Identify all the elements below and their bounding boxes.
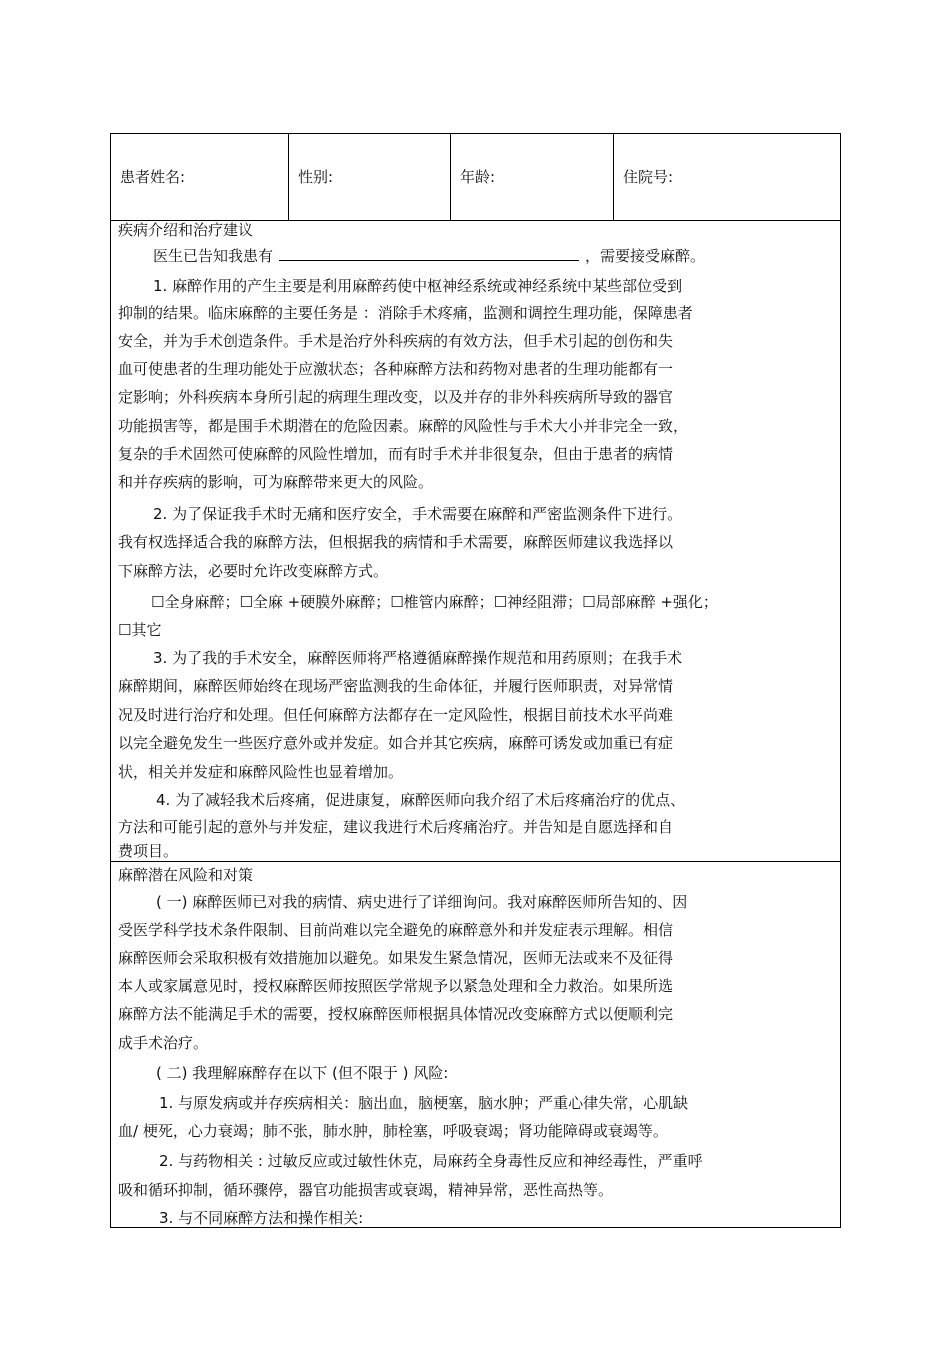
diagnosis-sentence <box>153 244 705 267</box>
consent-form <box>110 133 841 1228</box>
paragraph-line: 麻醉方法不能满足手术的需要，授权麻醉医师根据具体情况改变麻醉方式以便顺利完 <box>118 1005 674 1023</box>
age-label: 年龄: <box>451 134 614 220</box>
inpatient-number-label: 住院号: <box>623 168 674 186</box>
paragraph-line: 状，相关并发症和麻醉风险性也显着增加。 <box>118 763 404 781</box>
diagnosis-suffix: ，需要接受麻醉。 <box>585 247 706 265</box>
paragraph-line: 安全，并为手术创造条件。手术是治疗外科疾病的有效方法，但手术引起的创伤和失 <box>118 332 674 350</box>
patient-info-header <box>111 134 840 221</box>
risk-line: 血/ 梗死，心力衰竭；肺不张，肺水肿，肺栓塞，呼吸衰竭；肾功能障碍或衰竭等。 <box>118 1122 668 1140</box>
risk-line: 1. 与原发病或并存疾病相关：脑出血，脑梗塞，脑水肿；严重心律失常，心肌缺 <box>159 1094 689 1112</box>
diagnosis-prefix: 医生已告知我患有 <box>153 247 274 265</box>
paragraph-line: 受医学科学技术条件限制、目前尚难以完全避免的麻醉意外和并发症表示理解。相信 <box>118 921 674 939</box>
paragraph-line: 4. 为了减轻我术后疼痛，促进康复，麻醉医师向我介绍了术后疼痛治疗的优点、 <box>156 791 686 809</box>
anesthesia-option-other[interactable]: ☐其它 <box>118 621 162 639</box>
paragraph-line: 定影响；外科疾病本身所引起的病理生理改变，以及并存的非外科疾病所导致的器官 <box>118 388 674 406</box>
diagnosis-blank <box>279 244 579 261</box>
paragraph-line: 成手术治疗。 <box>118 1034 209 1052</box>
section2-title: 麻醉潜在风险和对策 <box>118 866 254 884</box>
paragraph-line: 费项目。 <box>118 842 179 860</box>
paragraph-line: 我有权选择适合我的麻醉方法，但根据我的病情和手术需要，麻醉医师建议我选择以 <box>118 533 674 551</box>
paragraph-line: ( 一) 麻醉医师已对我的病情、病史进行了详细询问。我对麻醉医师所告知的、因 <box>156 893 688 911</box>
paragraph-line: 麻醉期间，麻醉医师始终在现场严密监测我的生命体征，并履行医师职责，对异常情 <box>118 677 674 695</box>
paragraph-line: 以完全避免发生一些医疗意外或并发症。如合并其它疾病，麻醉可诱发或加重已有症 <box>118 734 674 752</box>
paragraph-line: 下麻醉方法，必要时允许改变麻醉方式。 <box>118 562 389 580</box>
paragraph-line: 功能损害等，都是围手术期潜在的危险因素。麻醉的风险性与手术大小并非完全一致， <box>118 417 689 435</box>
paragraph-line: 血可使患者的生理功能处于应激状态；各种麻醉方法和药物对患者的生理功能都有一 <box>118 360 674 378</box>
section1-title: 疾病介绍和治疗建议 <box>118 221 254 239</box>
paragraph-line: 麻醉医师会采取积极有效措施加以避免。如果发生紧急情况，医师无法或来不及征得 <box>118 949 674 967</box>
patient-name-label: 患者姓名: <box>111 134 289 220</box>
risk-heading: 3. 与不同麻醉方法和操作相关: <box>159 1209 364 1227</box>
paragraph-line: 复杂的手术固然可使麻醉的风险性增加，而有时手术并非很复杂，但由于患者的病情 <box>118 445 674 463</box>
paragraph-line: 2. 为了保证我手术时无痛和医疗安全，手术需要在麻醉和严密监测条件下进行。 <box>153 505 683 523</box>
risk-heading: ( 二) 我理解麻醉存在以下 (但不限于 ) 风险: <box>156 1064 449 1082</box>
risk-line: 吸和循环抑制，循环骤停，器官功能损害或衰竭，精神异常，恶性高热等。 <box>118 1181 614 1199</box>
paragraph-line: 抑制的结果。临床麻醉的主要任务是 ：消除手术疼痛，监测和调控生理功能，保障患者 <box>118 304 693 322</box>
risk-line: 2. 与药物相关 : 过敏反应或过敏性休克，局麻药全身毒性反应和神经毒性，严重呼 <box>159 1152 703 1170</box>
paragraph-line: 3. 为了我的手术安全，麻醉医师将严格遵循麻醉操作规范和用药原则；在我手术 <box>153 649 683 667</box>
gender-label: 性别: <box>289 134 451 220</box>
anesthesia-options[interactable]: ☐全身麻醉；☐全麻 +硬膜外麻醉；☐椎管内麻醉；☐神经阻滞；☐局部麻醉 +强化； <box>151 593 718 611</box>
paragraph-line: 和并存疾病的影响，可为麻醉带来更大的风险。 <box>118 473 434 491</box>
paragraph-line: 况及时进行治疗和处理。但任何麻醉方法都存在一定风险性，根据目前技术水平尚难 <box>118 706 674 724</box>
paragraph-line: 1. 麻醉作用的产生主要是利用麻醉药使中枢神经系统或神经系统中某些部位受到 <box>153 277 683 295</box>
section-divider <box>111 861 840 862</box>
paragraph-line: 本人或家属意见时，授权麻醉医师按照医学常规予以紧急处理和全力救治。如果所选 <box>118 977 674 995</box>
paragraph-line: 方法和可能引起的意外与并发症，建议我进行术后疼痛治疗。并告知是自愿选择和自 <box>118 818 674 836</box>
